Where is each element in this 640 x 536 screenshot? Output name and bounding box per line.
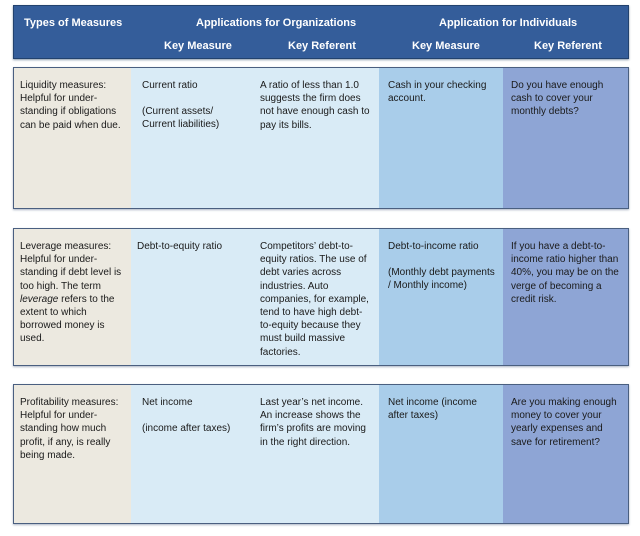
cell-ind-key-referent-profitability <box>503 385 628 523</box>
cell-org-key-referent-leverage <box>252 229 379 365</box>
table-row-profitability <box>13 384 629 524</box>
org-measure-detail-text: (income after taxes) <box>142 423 231 435</box>
term-leverage: leverage <box>20 293 59 305</box>
header-ind-key-measure: Key Measure <box>412 40 480 52</box>
org-measure-text: Debt-to-equity ratio <box>137 241 223 252</box>
ind-measure-text: Net income (income after taxes) <box>388 397 477 422</box>
header-types-of-measures: Types of Measures <box>24 17 123 29</box>
org-referent-text: Competitors’ debt-to-equity ratios. The use of debt varies across industries. Auto companies, for example, tend to have high debt-to-equity because they must build massive factories. <box>260 241 369 358</box>
cell-org-key-measure-liquidity <box>131 68 252 208</box>
ind-measure-detail-text: (Monthly debt payments / Monthly income) <box>388 267 495 292</box>
header-org-key-referent: Key Referent <box>288 40 356 52</box>
cell-type-profitability <box>14 385 131 523</box>
table-header <box>13 5 629 59</box>
cell-ind-key-referent-liquidity <box>503 68 628 208</box>
cell-type-leverage <box>14 229 131 365</box>
type-profitability-text: Profitability measures: Helpful for under-standing how much profit, if any, is really being made. <box>20 397 119 461</box>
org-referent-text: Last year’s net income. An increase shows the firm’s profits are moving in the right direction. <box>260 397 366 448</box>
ind-measure-text: Debt-to-income ratio <box>388 241 479 252</box>
cell-org-key-referent-profitability <box>252 385 379 523</box>
ind-measure-text: Cash in your checking account. <box>388 80 487 105</box>
ind-referent-text: If you have a debt-to-income ratio higher than 40%, you may be on the verge of becoming a credit risk. <box>511 241 619 305</box>
table-row-liquidity <box>13 67 629 209</box>
cell-ind-key-measure-profitability <box>379 385 503 523</box>
ind-referent-text: Are you making enough money to cover your yearly expenses and save for retirement? <box>511 397 617 448</box>
cell-org-key-measure-profitability <box>131 385 252 523</box>
cell-type-liquidity <box>14 68 131 208</box>
header-applications-organizations: Applications for Organizations <box>196 17 357 29</box>
cell-ind-key-referent-leverage <box>503 229 628 365</box>
cell-ind-key-measure-leverage <box>379 229 503 365</box>
header-ind-key-referent: Key Referent <box>534 40 602 52</box>
ind-referent-text: Do you have enough cash to cover your monthly debts? <box>511 80 604 118</box>
type-liquidity-text: Liquidity measures: Helpful for under-standing if obligations can be paid when due. <box>20 80 121 131</box>
table-row-leverage <box>13 228 629 366</box>
cell-org-key-referent-liquidity <box>252 68 379 208</box>
type-leverage-text: Leverage measures: Helpful for under-standing if debt level is too high. The term leverage refers to the extent to which borrowed money is used. <box>20 241 122 345</box>
header-application-individuals: Application for Individuals <box>439 17 578 29</box>
cell-ind-key-measure-liquidity <box>379 68 503 208</box>
cell-org-key-measure-leverage <box>131 229 252 365</box>
org-measure-detail-text: (Current assets/ Current liabilities) <box>142 106 220 131</box>
org-referent-text: A ratio of less than 1.0 suggests the firm does not have enough cash to pay its bills. <box>260 80 370 131</box>
org-measure-text: Net income <box>142 397 193 408</box>
org-measure-text: Current ratio <box>142 80 198 91</box>
header-org-key-measure: Key Measure <box>164 40 232 52</box>
